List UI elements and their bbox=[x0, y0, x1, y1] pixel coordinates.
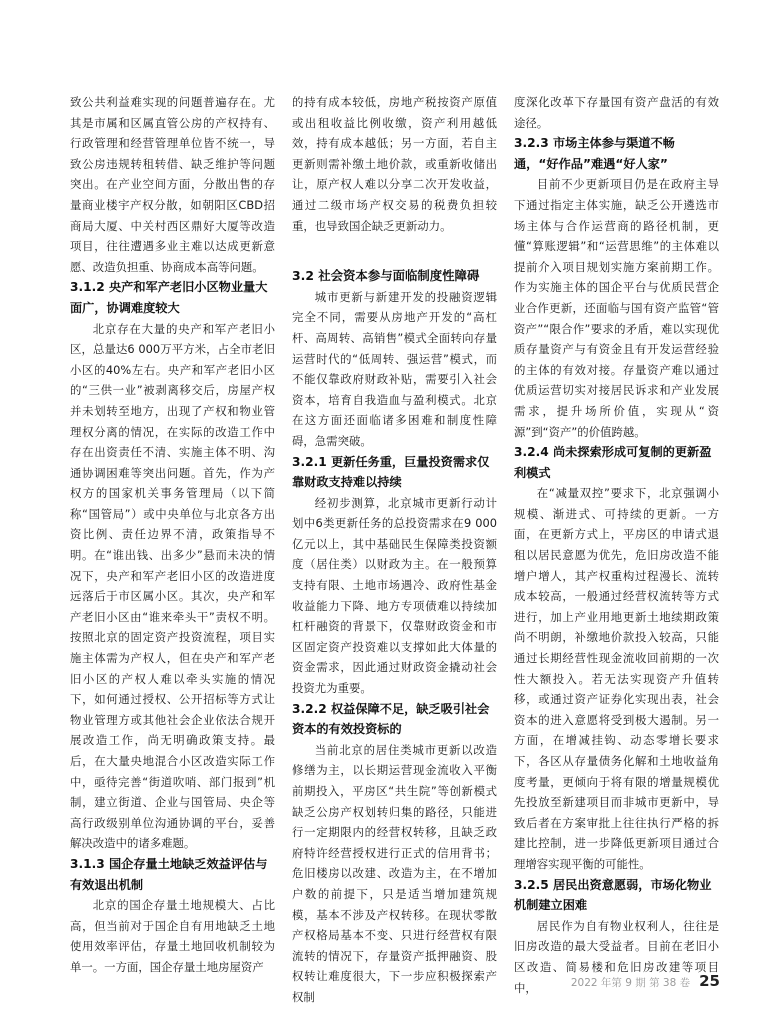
subsection-heading: 3.2.2 权益保障不足，缺乏吸引社会资本的有效投资标的 bbox=[292, 701, 490, 737]
subsection-heading: 3.2.4 尚未探索形成可复制的更新盈利模式 bbox=[514, 445, 712, 480]
body-paragraph: 北京的国企存量土地规模大、占比高，但当前对于国企自有用地缺乏土地使用效率评估，存量土地回收机制较为单一。一方面，国企存量土地房屋资产 bbox=[70, 898, 275, 974]
issue-info: 2022 年第 9 期 第 38 卷 bbox=[570, 977, 691, 989]
continued-paragraph: 致公共利益难实现的问题普遍存在。尤其是市属和区属直管公房的产权持有、行政管理和经营管理单位皆不统一，导致公房违规转租转借、缺乏维护等问题突出。在产业空间方面，分散出售的存量商业楼宇产权分散，如朝阳区CBD招商局大厦、中关村西区鼎好大厦等改造项目，往往遭遇多业主难以达成更新意愿、改造负担重、协商成本高等问题。 bbox=[70, 95, 275, 274]
body-paragraph: 居民作为自有物业权利人，往往是旧房改造的最大受益者。目前在老旧小区改造、简易楼和危旧房改建等项目中， bbox=[514, 918, 719, 995]
body-paragraph: 经初步测算，北京城市更新行动计划中6类更新任务的总投资需求在9 000亿元以上，其中基础民生保障类投资额度（居住类）以财政为主。在一般预算支持有限、土地市场遇冷、政府性基金收益能力下降、地方专项债难以持续加杠杆融资的背景下，仅靠财政资金和市区固定资产投资难以支撑如此大体量的资金需求，因此通过财政资金撬动社会投资尤为重要。 bbox=[292, 495, 497, 696]
body-paragraph: 城市更新与新建开发的投融资逻辑完全不同，需要从房地产开发的“高杠杆、高周转、高销售”模式全面转向存量运营时代的“低周转、强运营”模式，而不能仅靠政府财政补贴，需要引入社会资本，培育自我造血与盈利模式。北京在这方面还面临诸多困难和制度性障碍，急需突破。 bbox=[292, 289, 497, 448]
continued-paragraph: 度深化改革下存量国有资产盘活的有效途径。 bbox=[514, 95, 719, 130]
subsection-heading: 3.2.5 居民出资意愿弱，市场化物业机制建立困难 bbox=[514, 877, 712, 913]
continued-paragraph: 的持有成本较低，房地产税按资产原值或出租收益比例收缴，资产利用越低效，持有成本越低；另一方面，若自主更新则需补缴土地价款，或重新收储出让，原产权人难以分享二次开发收益，通过二级市场产权交易的税费负担较重，也导致国企缺乏更新动力。 bbox=[292, 95, 497, 233]
subsection-heading: 3.1.2 央产和军产老旧小区物业量大面广，协调难度较大 bbox=[70, 280, 268, 315]
text-column-1 bbox=[70, 92, 275, 974]
body-paragraph: 在“减量双控”要求下，北京强调小规模、渐进式、可持续的更新。一方面，在更新方式上，平房区的申请式退租以居民意愿为优先，危旧房改造不能增户增人，其产权重构过程漫长、流转成本较高，一般通过经营权流转等方式进行，加上产业用地更新土地续期政策尚不明朗，补缴地价款投入较高，只能通过长期经营性现金流收回前期的一次性大额投入。若无法实现资产升值转移，或通过资产证券化实现出表，社会资本的进入意愿将受到极大遏制。另一方面，在增减挂钩、动态零增长要求下，各区从存量债务化解和土地收益角度考量，更倾向于将有限的增量规模优先投放至新建项目而非城市更新中，导致后者在方案审批上往往执行严格的拆建比控制，进一步降低更新项目通过合理增容实现平衡的可能性。 bbox=[514, 486, 719, 871]
page-footer bbox=[571, 972, 720, 990]
page-number: 25 bbox=[699, 972, 720, 990]
body-paragraph: 北京存在大量的央产和军产老旧小区，总量达6 000万平方米，占全市老旧小区的40%左右。央产和军产老旧小区的“三供一业”被剥离移交后，房屋产权并未划转至地方，出现了产权和物业管理权分离的情况，在实际的改造工作中存在出资责任不清、实施主体不明、沟通协调困难等突出问题。首先，作为产权方的国家机关事务管理局（以下简称“国管局”）或中央单位与北京各方出资比例、责任边界不清，政策指导不明。在“谁出钱、出多少”悬而未决的情况下，央产和军产老旧小区的改造进度远落后于市区属小区。其次，央产和军产老旧小区由“谁来牵头干”责权不明。按照北京的固定资产投资流程，项目实施主体需为产权人，但在央产和军产老旧小区的产权人难以牵头实施的情况下，如何通过授权、公开招标等方式让物业管理方或其他社会企业依法合规开展改造工作，尚无明确政策支持。最后，在大量央地混合小区改造实际工作中，亟待完善“街道吹哨、部门报到”机制，建立街道、企业与国管局、央企等高行政级别单位沟通协调的平台，妥善解决改造中的诸多难题。 bbox=[70, 321, 275, 851]
body-paragraph: 目前不少更新项目仍是在政府主导下通过指定主体实施，缺乏公开遴选市场主体与合作运营商的路径机制，更懂“算账逻辑”和“运营思维”的主体难以提前介入项目规划实施方案前期工作。作为实施主体的国企平台与优质民营企业合作更新，还面临与国有资产监管“管资产”“限合作”要求的矛盾，难以实现优质存量资产与有资金且有开发运营经验的主体的有效对接。存量资产难以通过优质运营切实对接居民诉求和产业发展需求，提升场所价值，实现从“资源”到“资产”的价值跨越。 bbox=[514, 177, 719, 439]
body-paragraph: 当前北京的居住类城市更新以改造修缮为主，以长期运营现金流收入平衡前期投入，平房区“共生院”等创新模式缺乏公房产权划转归集的路径，只能进行一定期限内的经营权转移，且缺乏政府特许经营授权进行正式的信用背书；危旧楼房以改建、改造为主，在不增加户数的前提下，只是适当增加建筑规模，基本不涉及产权转移。在现状零散产权格局基本不变、只进行经营权有限流转的情况下，存量资产抵押融资、股权转让难度很大，下一步应积极探索产权制 bbox=[292, 742, 497, 1004]
section-spacer bbox=[292, 236, 497, 266]
text-column-2 bbox=[292, 92, 497, 1004]
subsection-heading: 3.2.3 市场主体参与渠道不畅通，“好作品”难遇“好人家” bbox=[514, 136, 675, 171]
subsection-heading: 3.1.3 国企存量土地缺乏效益评估与有效退出机制 bbox=[70, 856, 268, 892]
subsection-heading: 3.2.1 更新任务重，巨量投资需求仅靠财政支持难以持续 bbox=[292, 454, 490, 490]
section-heading: 3.2 社会资本参与面临制度性障碍 bbox=[292, 268, 480, 284]
